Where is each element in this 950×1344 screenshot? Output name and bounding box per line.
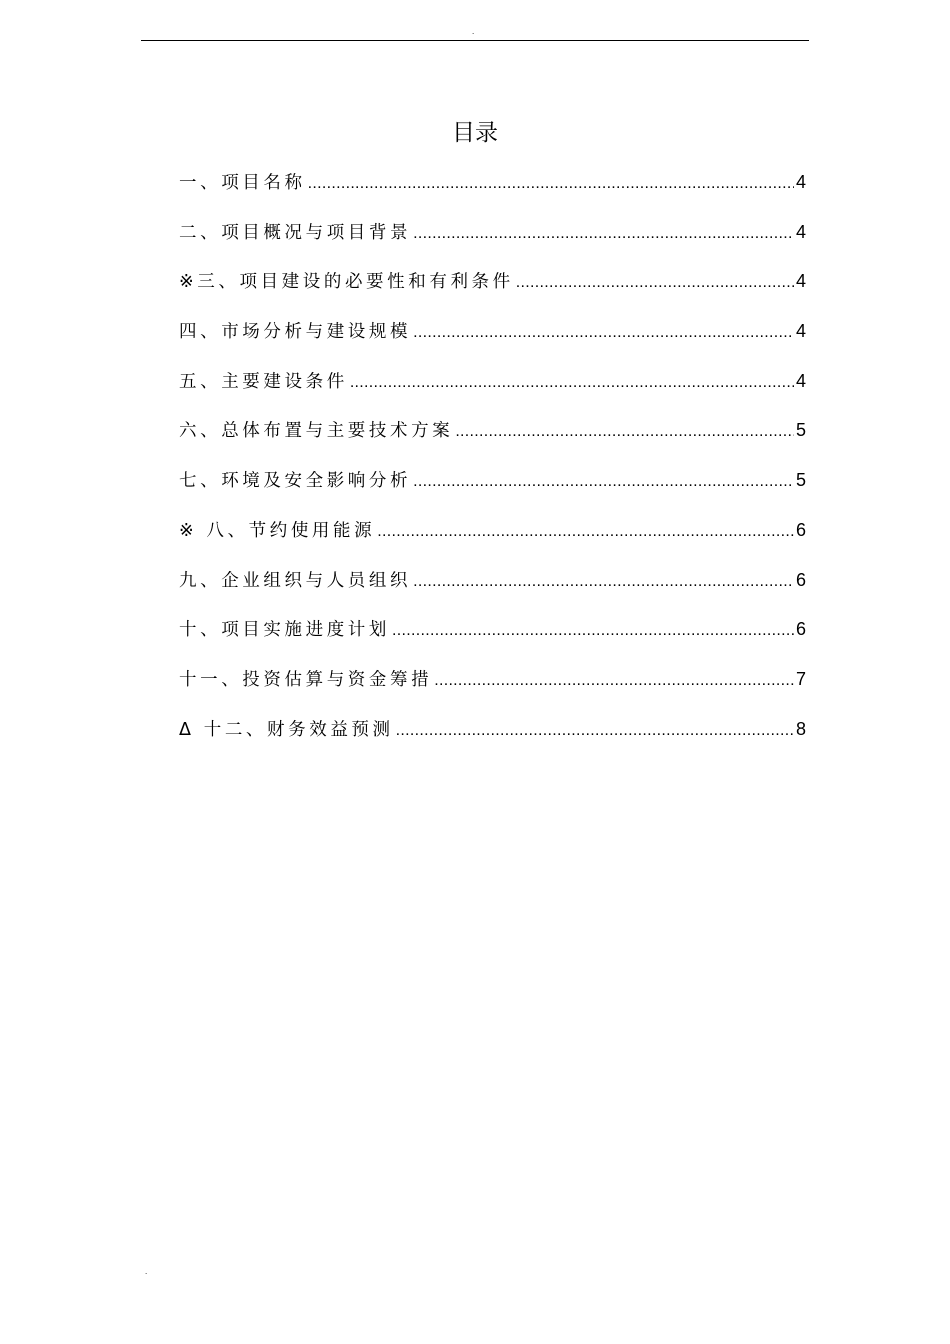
toc-entry-label: 十、项目实施进度计划 [179, 620, 390, 641]
toc-entry-3[interactable] [179, 267, 806, 317]
toc-entry-1[interactable] [179, 168, 806, 218]
toc-entry-page: 4 [795, 321, 806, 342]
toc-dot-leader [434, 667, 794, 695]
toc-entry-page: 6 [795, 519, 806, 540]
header-mark: . [472, 27, 475, 36]
toc-entry-label: 四、市场分析与建设规模 [179, 322, 412, 343]
toc-dot-leader [350, 369, 794, 397]
header-rule [141, 40, 809, 41]
toc-entry-11[interactable] [179, 665, 806, 715]
toc-entry-page: 5 [795, 470, 806, 491]
toc-entry-2[interactable] [179, 218, 806, 268]
toc-entry-label: ※ 八、节约使用能源 [179, 520, 376, 541]
toc-entry-page: 4 [795, 271, 806, 292]
table-of-contents [179, 168, 806, 764]
toc-entry-page: 6 [795, 569, 806, 590]
toc-entry-10[interactable] [179, 615, 806, 665]
toc-entry-4[interactable] [179, 317, 806, 367]
toc-entry-label: ※三、项目建设的必要性和有利条件 [179, 272, 514, 293]
toc-dot-leader [413, 468, 794, 496]
toc-entry-7[interactable] [179, 466, 806, 516]
toc-entry-page: 5 [795, 420, 806, 441]
toc-entry-label: 二、项目概况与项目背景 [179, 222, 412, 243]
toc-entry-page: 7 [795, 668, 806, 689]
footer-mark: . [145, 1267, 148, 1276]
toc-entry-12[interactable] [179, 715, 806, 765]
toc-entry-label: 七、环境及安全影响分析 [179, 471, 412, 492]
toc-entry-label: 十一、投资估算与资金筹措 [179, 669, 433, 690]
toc-entry-6[interactable] [179, 416, 806, 466]
toc-dot-leader [413, 568, 794, 596]
toc-entry-label: 一、项目名称 [179, 173, 306, 193]
toc-dot-leader [516, 269, 794, 297]
toc-entry-page: 8 [795, 718, 806, 739]
toc-dot-leader [413, 319, 794, 347]
toc-dot-leader [455, 418, 794, 446]
toc-entry-label: 六、总体布置与主要技术方案 [179, 421, 454, 442]
toc-entry-page: 6 [795, 619, 806, 640]
toc-entry-8[interactable] [179, 516, 806, 566]
toc-entry-page: 4 [795, 370, 806, 391]
toc-entry-label: 五、主要建设条件 [179, 371, 348, 392]
toc-entry-page: 4 [795, 172, 806, 192]
toc-dot-leader [308, 170, 794, 198]
toc-dot-leader [413, 220, 794, 248]
toc-entry-9[interactable] [179, 566, 806, 616]
toc-dot-leader [392, 617, 794, 645]
toc-entry-label: 九、企业组织与人员组织 [179, 570, 412, 591]
toc-entry-page: 4 [795, 221, 806, 242]
toc-title: 目录 [452, 120, 498, 146]
toc-dot-leader [377, 518, 794, 546]
toc-entry-label: Δ 十二、财务效益预测 [179, 719, 394, 740]
toc-dot-leader [396, 717, 794, 745]
toc-entry-5[interactable] [179, 367, 806, 417]
